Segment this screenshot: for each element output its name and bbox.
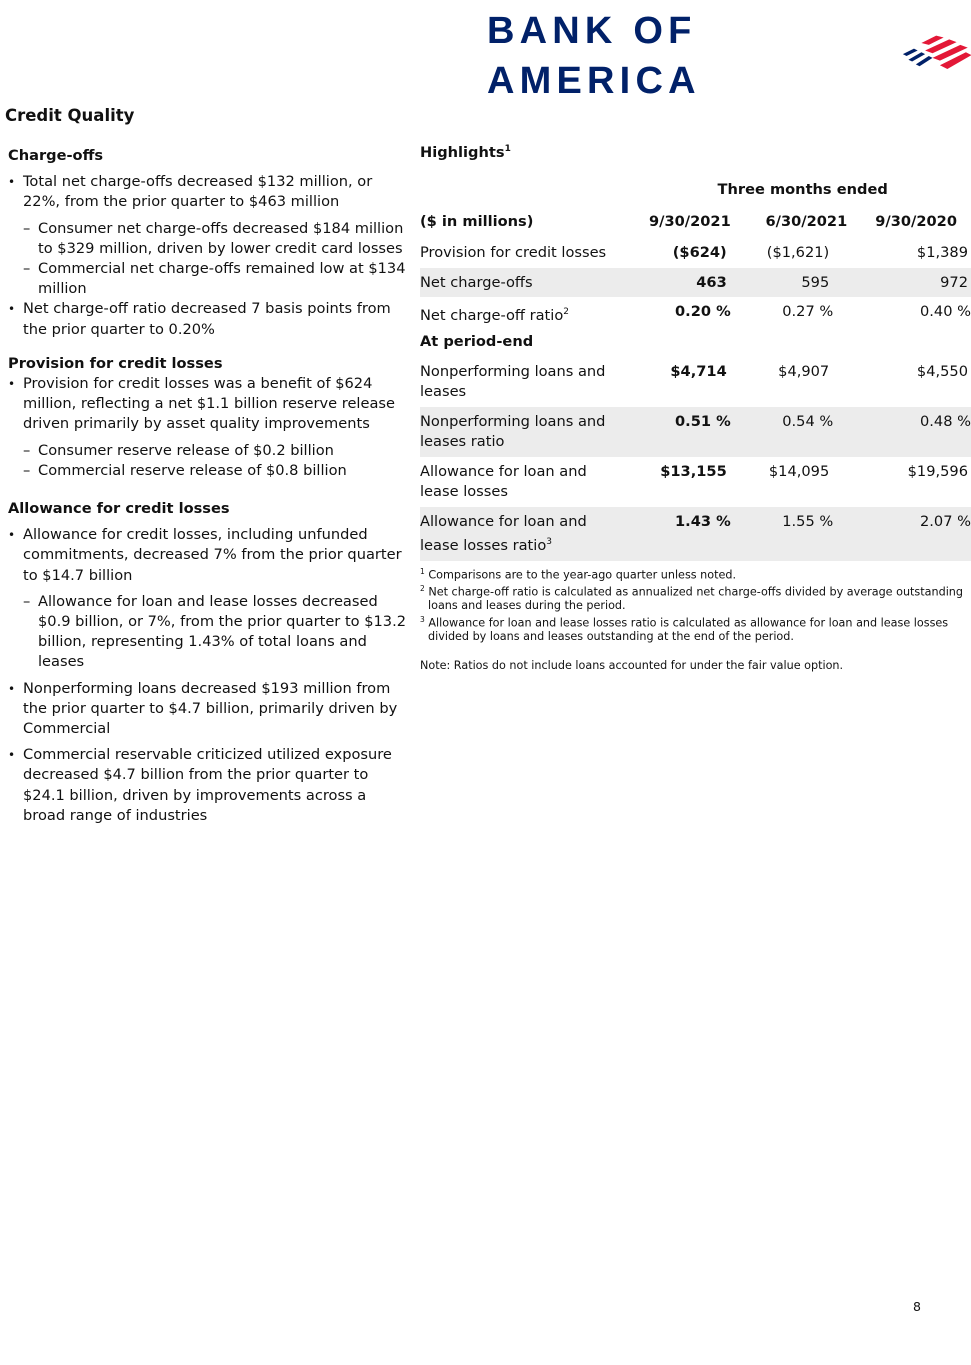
cell-value: $19,596: [907, 462, 968, 480]
table-row: [420, 238, 971, 268]
table-row: [420, 407, 971, 457]
cell-value: 0.54 %: [731, 407, 848, 457]
footnote: $^2$ Net charge-off ratio is calculated as annualized net charge-offs divided by average outstanding loans and leases during the period.: [420, 584, 964, 613]
page-number: 8: [913, 1299, 921, 1314]
bullet: • Allowance for credit losses, including unfunded commitments, decreased 7% from the prior quarter to $14.7 billion: [8, 525, 408, 586]
footnote: $^1$ Comparisons are to the year-ago quarter unless noted.: [420, 566, 737, 582]
table-row: [420, 297, 971, 330]
row-label: Net charge-off ratio$^2$: [420, 306, 569, 324]
period-header: Three months ended: [717, 181, 888, 198]
bullet: • Commercial reservable criticized utilized exposure decreased $4.7 billion from the prior quarter to $24.1 billion, driven by improvements across a broad range of industries: [8, 745, 408, 826]
provision-heading: Provision for credit losses: [8, 354, 223, 372]
section-title: Credit Quality: [5, 106, 135, 125]
table-row: [420, 357, 971, 407]
row-label: Nonperforming loans and leases ratio: [420, 407, 624, 457]
sub-bullet: – Consumer net charge-offs decreased $184 million to $329 million, driven by lower credit card losses: [8, 219, 408, 259]
bullet: • Nonperforming loans decreased $193 million from the prior quarter to $4.7 billion, primarily driven by Commercial: [8, 679, 408, 740]
cell-value: $1,389: [916, 244, 968, 261]
highlights-table: [420, 175, 971, 561]
cell-value: 972: [847, 268, 971, 298]
table-row: [420, 457, 971, 507]
cell-value: 2.07 %: [847, 507, 971, 561]
cell-value: ($1,621): [766, 244, 830, 261]
cell-value: 0.20 %: [675, 303, 731, 320]
sub-bullet: – Consumer reserve release of $0.2 billion: [8, 441, 408, 461]
row-label: Allowance for loan and lease losses ratio$^3$: [420, 507, 624, 561]
cell-value: 463: [624, 268, 730, 298]
unit-label: ($ in millions): [420, 212, 534, 230]
row-label: Nonperforming loans and leases: [420, 362, 606, 401]
footnote: $^3$ Allowance for loan and lease losses ratio is calculated as allowance for loan and lease losses divided by loans and leases outstanding at the end of the period.: [420, 614, 949, 644]
cell-value: ($624): [672, 244, 727, 261]
cell-value: $4,550: [916, 362, 968, 380]
bank-logo: [487, 6, 971, 106]
period-end-label: At period-end: [420, 333, 534, 351]
cell-value: $14,095: [768, 462, 830, 480]
cell-value: 1.43 %: [624, 507, 730, 561]
cell-value: 0.48 %: [847, 407, 971, 457]
bullet: • Provision for credit losses was a benefit of $624 million, reflecting a net $1.1 billion reserve release driven primarily by asset quality improvements: [8, 374, 408, 435]
sub-bullet: – Allowance for loan and lease losses decreased $0.9 billion, or 7%, from the prior quarter to $13.2 billion, representing 1.43% of total loans and leases: [8, 592, 408, 673]
commentary-column: [8, 146, 408, 826]
table-row: [420, 507, 971, 561]
highlights-title: Highlights$^1$: [420, 144, 511, 161]
row-label: Provision for credit losses: [420, 244, 607, 261]
cell-value: 595: [731, 268, 848, 298]
chargeoffs-heading: Charge-offs: [8, 147, 104, 164]
fair-value-note: Note: Ratios do not include loans accounted for under the fair value option.: [420, 658, 844, 672]
bullet: • Total net charge-offs decreased $132 million, or 22%, from the prior quarter to $463 million: [8, 172, 408, 212]
highlights-panel: [420, 144, 971, 672]
sub-bullet: – Commercial net charge-offs remained low at $134 million: [8, 259, 408, 299]
column-header: 9/30/2021: [648, 212, 731, 230]
footnotes: [420, 565, 971, 644]
cell-value: $4,907: [778, 362, 830, 380]
cell-value: 1.55 %: [731, 507, 848, 561]
column-header: 9/30/2020: [875, 212, 957, 230]
table-row: [420, 268, 971, 298]
row-label: Allowance for loan and lease losses: [420, 462, 587, 501]
row-label: Net charge-offs: [420, 268, 624, 298]
bullet: • Net charge-off ratio decreased 7 basis points from the prior quarter to 0.20%: [8, 299, 408, 339]
cell-value: $13,155: [660, 462, 727, 480]
brand-name: BANK OF AMERICA: [487, 10, 701, 102]
cell-value: 0.51 %: [624, 407, 730, 457]
allowance-heading: Allowance for credit losses: [8, 500, 230, 518]
column-header: 6/30/2021: [765, 212, 848, 230]
cell-value: $4,714: [670, 362, 727, 380]
cell-value: 0.27 %: [782, 303, 834, 320]
cell-value: 0.40 %: [920, 303, 971, 320]
flag-icon: [901, 32, 971, 80]
sub-bullet: – Commercial reserve release of $0.8 billion: [8, 461, 408, 481]
